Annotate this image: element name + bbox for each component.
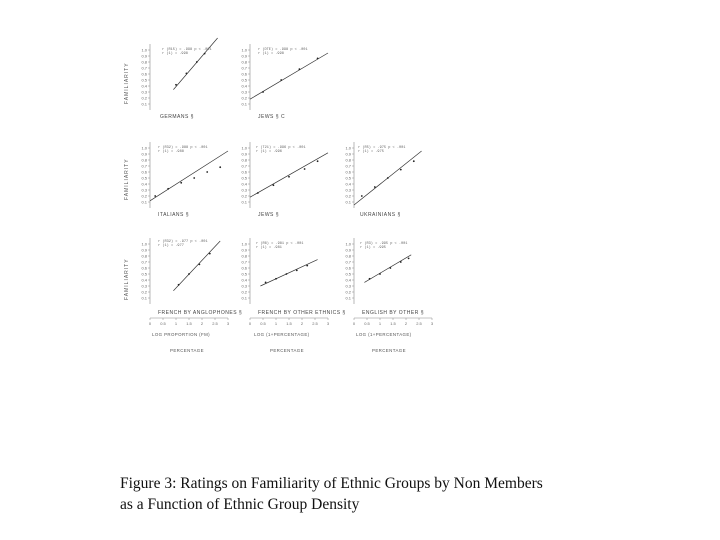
y-tick-label: 0.9 [241, 151, 247, 157]
y-tick-label: 0.8 [141, 157, 147, 163]
y-tick-label: 0.1 [141, 101, 147, 107]
x-axis-subtitle-col2: PERCENTAGE [270, 348, 304, 353]
caption-line-2: as a Function of Ethnic Group Density [120, 496, 360, 513]
y-tick-label: 0.3 [141, 89, 147, 95]
y-tick-label: 0.4 [241, 277, 247, 283]
regression-line [364, 255, 411, 283]
panel-label: ENGLISH BY OTHER § [362, 310, 424, 316]
y-tick-label: 0.6 [141, 71, 147, 77]
y-tick-label: 1.0 [141, 145, 147, 151]
data-point [219, 166, 221, 168]
x-tick-label: 1.5 [186, 321, 192, 326]
stat-line-2: r (1) = .998 [162, 52, 188, 57]
x-tick-label: 1.5 [390, 321, 396, 326]
x-tick-label: 0 [352, 321, 356, 326]
data-point [186, 73, 188, 75]
panel-french-anglophones [140, 234, 243, 326]
stat-line-2: r (1) = .975 [358, 150, 384, 155]
panel-italians [140, 138, 232, 226]
x-tick-label: 3 [430, 321, 434, 326]
data-point [280, 79, 282, 81]
data-point [178, 284, 180, 286]
data-point [275, 278, 277, 280]
regression-line [250, 53, 328, 99]
y-tick-label: 0.3 [241, 283, 247, 289]
y-tick-label: 0.5 [345, 175, 351, 181]
y-axis-title-row1: FAMILIARITY [124, 62, 130, 104]
y-tick-label: 0.8 [345, 157, 351, 163]
data-point [209, 253, 211, 255]
x-tick-label: 2 [404, 321, 408, 326]
y-tick-label: 0.7 [141, 259, 147, 265]
stat-line-2: r (1) = .998 [258, 52, 284, 57]
data-point [379, 273, 381, 275]
stat-line-2: r (1) = .981 [256, 246, 282, 251]
y-tick-label: 0.9 [141, 247, 147, 253]
y-tick-label: 0.8 [141, 253, 147, 259]
y-tick-label: 1.0 [241, 241, 247, 247]
y-tick-label: 1.0 [241, 47, 247, 53]
panel-french-other [240, 234, 346, 326]
stat-line-1: r (R6) = .981 p < .001 [256, 242, 304, 246]
x-axis-subtitle-col1: PERCENTAGE [170, 348, 204, 353]
data-point [273, 184, 275, 186]
data-point [193, 177, 195, 179]
y-tick-label: 0.3 [345, 187, 351, 193]
x-axis-subtitle-col3: PERCENTAGE [372, 348, 406, 353]
stat-line-1: r (R15) = .998 p < .001 [162, 48, 212, 52]
y-tick-label: 0.7 [241, 259, 247, 265]
y-tick-label: 0.3 [141, 283, 147, 289]
y-tick-label: 0.8 [345, 253, 351, 259]
x-tick-label: 0 [148, 321, 152, 326]
data-point [361, 195, 363, 197]
y-tick-label: 0.9 [141, 53, 147, 59]
y-tick-label: 0.1 [241, 295, 247, 301]
y-tick-label: 0.7 [141, 65, 147, 71]
data-point [262, 91, 264, 93]
y-tick-label: 0.7 [241, 163, 247, 169]
panel-label: FRENCH BY OTHER ETHNICS § [258, 310, 346, 316]
data-point [167, 188, 169, 190]
data-point [304, 168, 306, 170]
figure-caption [120, 473, 640, 515]
y-tick-label: 0.2 [241, 95, 247, 101]
stat-line-2: r (1) = .988 [158, 150, 184, 155]
x-tick-label: 1.5 [286, 321, 292, 326]
y-tick-label: 0.7 [241, 65, 247, 71]
data-point [374, 186, 376, 188]
stat-line-1: r (DTE) = .998 p < .001 [258, 48, 308, 52]
y-axis-title-row3: FAMILIARITY [124, 258, 130, 300]
data-point [317, 58, 319, 60]
y-tick-label: 0.8 [141, 59, 147, 65]
panel-ukrainians [344, 138, 436, 226]
data-point [317, 160, 319, 162]
data-point [369, 278, 371, 280]
panel-germans [140, 40, 232, 128]
y-tick-label: 0.2 [345, 289, 351, 295]
stat-line-1: r (R32) = .977 p < .001 [158, 240, 208, 244]
y-tick-label: 0.5 [241, 271, 247, 277]
x-tick-label: 2 [200, 321, 204, 326]
y-tick-label: 1.0 [345, 145, 351, 151]
x-tick-label: 0.5 [160, 321, 166, 326]
y-tick-label: 0.7 [345, 163, 351, 169]
y-tick-label: 0.6 [345, 265, 351, 271]
stat-line-1: r (R5) = .975 p < .001 [358, 146, 406, 150]
data-point [286, 273, 288, 275]
y-tick-label: 0.5 [241, 77, 247, 83]
y-tick-label: 0.9 [141, 151, 147, 157]
panel-label: JEWS § C [258, 114, 286, 120]
x-axis-title-col1: LOG PROPORTION (FM) [152, 332, 211, 337]
x-tick-label: 3 [226, 321, 230, 326]
y-tick-label: 0.1 [141, 295, 147, 301]
y-tick-label: 0.2 [141, 193, 147, 199]
x-tick-label: 2.5 [312, 321, 318, 326]
data-point [299, 68, 301, 70]
x-tick-label: 2.5 [416, 321, 422, 326]
y-tick-label: 0.5 [241, 175, 247, 181]
y-tick-label: 0.9 [345, 151, 351, 157]
panel-label: GERMANS § [160, 114, 194, 120]
x-tick-label: 2.5 [212, 321, 218, 326]
regression-line [260, 260, 317, 286]
y-tick-label: 0.5 [345, 271, 351, 277]
y-axis-title-row2: FAMILIARITY [124, 158, 130, 200]
data-point [400, 261, 402, 263]
y-tick-label: 0.6 [241, 169, 247, 175]
data-point [306, 265, 308, 267]
y-tick-label: 0.4 [241, 181, 247, 187]
y-tick-label: 0.1 [141, 199, 147, 205]
y-tick-label: 0.4 [141, 181, 147, 187]
stat-line-2: r (1) = .996 [256, 150, 282, 155]
panel-jews-c [240, 40, 332, 128]
y-tick-label: 0.5 [141, 175, 147, 181]
data-point [265, 282, 267, 284]
data-point [387, 177, 389, 179]
y-tick-label: 0.8 [241, 253, 247, 259]
y-tick-label: 0.4 [345, 181, 351, 187]
data-point [180, 182, 182, 184]
y-tick-label: 0.2 [241, 193, 247, 199]
x-axis-title-col3: LOG (1+PERCENTAGE) [356, 332, 412, 337]
y-tick-label: 0.1 [345, 199, 351, 205]
y-tick-label: 1.0 [141, 241, 147, 247]
stat-line-1: r (R32) = .988 p < .001 [158, 146, 208, 150]
data-point [206, 171, 208, 173]
panel-label: ITALIANS § [158, 212, 190, 218]
y-tick-label: 0.6 [141, 169, 147, 175]
y-tick-label: 0.4 [141, 83, 147, 89]
data-point [408, 258, 410, 260]
x-tick-label: 0.5 [260, 321, 266, 326]
y-tick-label: 0.3 [345, 283, 351, 289]
y-tick-label: 0.6 [141, 265, 147, 271]
regression-line [150, 151, 228, 201]
x-tick-label: 1 [174, 321, 178, 326]
panel-label: JEWS § [258, 212, 280, 218]
data-point [257, 192, 259, 194]
x-tick-label: 0.5 [364, 321, 370, 326]
y-tick-label: 0.2 [345, 193, 351, 199]
y-tick-label: 0.5 [141, 271, 147, 277]
y-tick-label: 0.6 [241, 71, 247, 77]
panel-english-other [344, 234, 436, 326]
stat-line-1: r (T21) = .996 p < .001 [256, 146, 306, 150]
y-tick-label: 0.8 [241, 157, 247, 163]
y-tick-label: 0.7 [141, 163, 147, 169]
x-axis-title-col2: LOG (1+PERCENTAGE) [254, 332, 310, 337]
regression-line [173, 38, 217, 90]
data-point [154, 195, 156, 197]
stat-line-2: r (1) = .995 [360, 246, 386, 251]
y-tick-label: 0.2 [241, 289, 247, 295]
data-point [175, 84, 177, 86]
stat-line-2: r (1) = .977 [158, 244, 184, 249]
y-tick-label: 1.0 [241, 145, 247, 151]
x-tick-label: 2 [300, 321, 304, 326]
data-point [199, 264, 201, 266]
regression-line [250, 153, 328, 197]
data-point [400, 169, 402, 171]
y-tick-label: 0.5 [141, 77, 147, 83]
x-tick-label: 1 [274, 321, 278, 326]
y-tick-label: 0.9 [345, 247, 351, 253]
y-tick-label: 0.4 [241, 83, 247, 89]
data-point [413, 160, 415, 162]
data-point [188, 273, 190, 275]
x-tick-label: 0 [248, 321, 252, 326]
y-tick-label: 0.2 [141, 289, 147, 295]
data-point [288, 176, 290, 178]
panel-label: UKRAINIANS § [360, 212, 401, 218]
y-tick-label: 0.4 [345, 277, 351, 283]
y-tick-label: 0.9 [241, 53, 247, 59]
y-tick-label: 0.3 [241, 187, 247, 193]
y-tick-label: 0.1 [241, 199, 247, 205]
y-tick-label: 0.3 [241, 89, 247, 95]
y-tick-label: 1.0 [141, 47, 147, 53]
y-tick-label: 0.6 [241, 265, 247, 271]
y-tick-label: 0.2 [141, 95, 147, 101]
x-tick-label: 1 [378, 321, 382, 326]
y-tick-label: 0.3 [141, 187, 147, 193]
x-tick-label: 3 [326, 321, 330, 326]
y-tick-label: 0.8 [241, 59, 247, 65]
y-tick-label: 1.0 [345, 241, 351, 247]
y-tick-label: 0.1 [241, 101, 247, 107]
caption-line-1: Figure 3: Ratings on Familiarity of Ethnic Groups by Non Members [120, 475, 543, 492]
panel-jews [240, 138, 332, 226]
stat-line-1: r (R3) = .995 p < .001 [360, 242, 408, 246]
y-tick-label: 0.4 [141, 277, 147, 283]
data-point [196, 61, 198, 63]
y-tick-label: 0.9 [241, 247, 247, 253]
data-point [296, 270, 298, 272]
panel-label: FRENCH BY ANGLOPHONES § [158, 310, 243, 316]
y-tick-label: 0.7 [345, 259, 351, 265]
y-tick-label: 0.1 [345, 295, 351, 301]
data-point [390, 267, 392, 269]
y-tick-label: 0.6 [345, 169, 351, 175]
